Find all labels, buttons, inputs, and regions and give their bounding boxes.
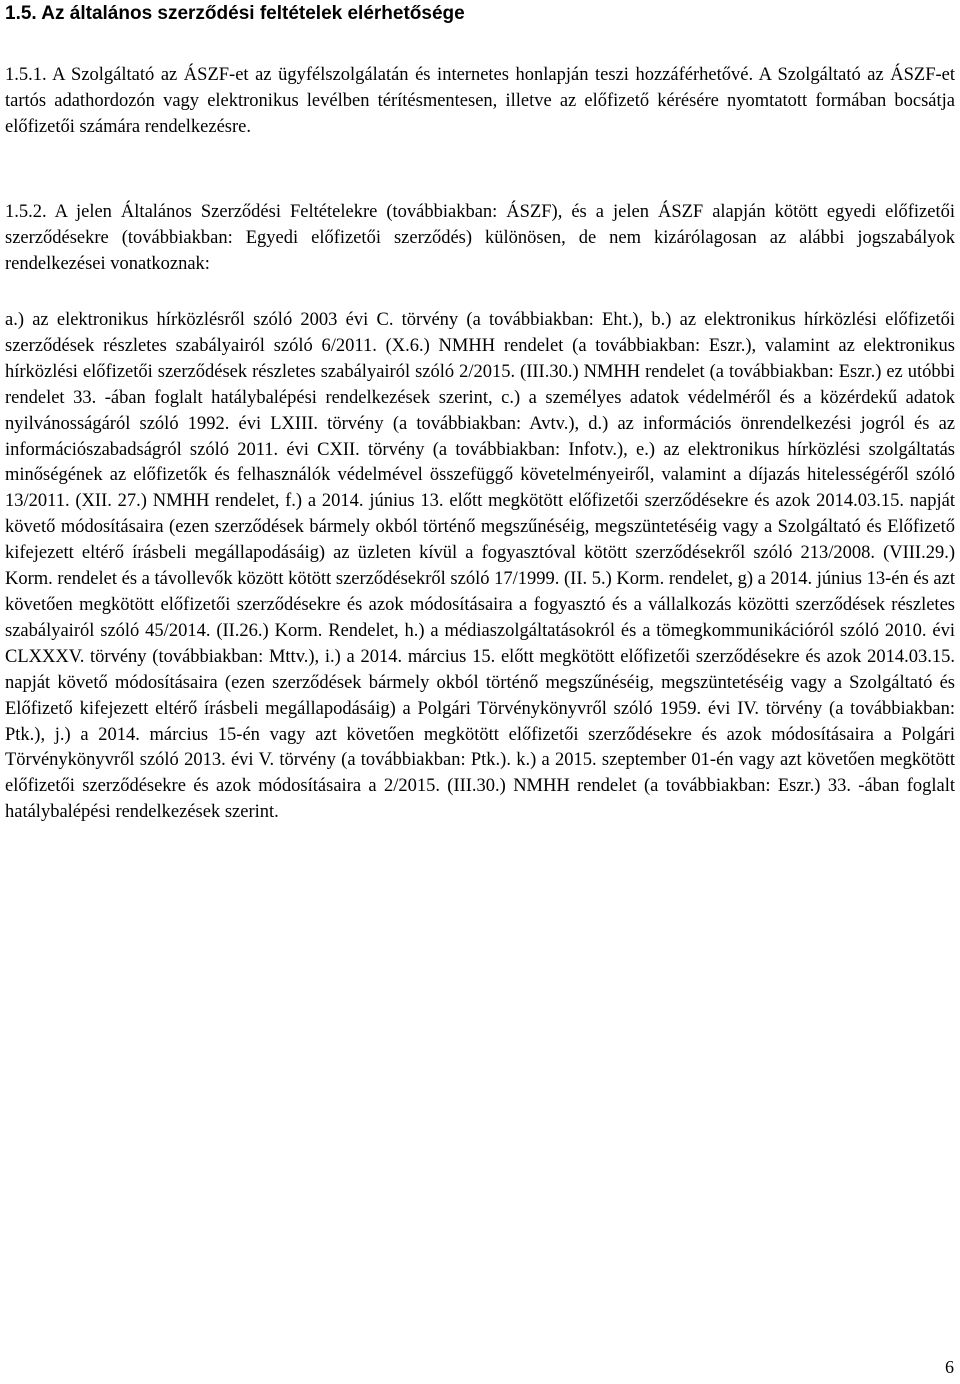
paragraph-1-5-1: 1.5.1. A Szolgáltató az ÁSZF-et az ügyfélszolgálatán és internetes honlapján teszi hozzáférhetővé. A Szolgáltató az ÁSZF-et tartós adathordozón vagy elektronikus levélben térítésmentesen, illetve az előfizető kérésére nyomtatott formában bocsátja előfizetői számára rendelkezésre. — [5, 65, 955, 137]
legislation-list: a.) az elektronikus hírközlésről szóló 2003 évi C. törvény (a továbbiakban: Eht.), b.) az elektronikus hírközlési előfizetői szerződések részletes szabályairól szóló 6/2011. (X.6.) NMHH rendelet (a továbbiakban: Eszr.), valamint az elektronikus hírközlési előfizetői szerződések részletes szabályairól szóló 2/2015. (III.30.) NMHH rendelet (a továbbiakban: Eszr.) ez utóbbi rendelet 33. -ában foglalt hatálybalépési rendelkezések szerint, c.) a személyes adatok védelméről és a közérdekű adatok nyilvánosságáról szóló 1992. évi LXIII. törvény (a továbbiakban: Avtv.), d.) az információs önrendelkezési jogról és az információszabadságról szóló 2011. évi CXII. törvény (a továbbiakban: Infotv.), e.) az elektronikus hírközlési szolgáltatás minőségének az előfizetők és felhasználók védelmével összefüggő követelményeiről, valamint a díjazás hitelességéről szóló 13/2011. (XII. 27.) NMHH rendelet, f.) a 2014. június 13. előtt megkötött előfizetői szerződésekre és azok 2014.03.15. napját követő módosításaira (ezen szerződések bármely okból történő megszűnéséig, megszüntetéséig vagy a Szolgáltató és Előfizető kifejezett eltérő írásbeli megállapodásáig) az üzleten kívül a fogyasztóval kötött szerződésekről szóló 213/2008. (VIII.29.) Korm. rendelet és a távollevők között kötött szerződésekről szóló 17/1999. (II. 5.) Korm. rendelet, g) a 2014. június 13-én és azt követően megkötött előfizetői szerződésekre és azok módosításaira a fogyasztó és a vállalkozás közötti szerződések részletes szabályairól szóló 45/2014. (II.26.) Korm. Rendelet, h.) a médiaszolgáltatásokról és a tömegkommunikációról szóló 2010. évi CLXXXV. törvény (továbbiakban: Mttv.), i.) a 2014. március 15. előtt megkötött előfizetői szerződésekre és azok 2014.03.15. napját követő módosításaira (ezen szerződések bármely okból történő megszűnéséig, megszüntetéséig vagy a Szolgáltató és Előfizető kifejezett eltérő írásbeli megállapodásáig) a Polgári Törvénykönyvről szóló 1959. évi IV. törvény (a továbbiakban: Ptk.), j.) a 2014. március 15-én vagy azt követően megkötött előfizetői szerződésekre és azok módosításaira a Polgári Törvénykönyvről szóló 2013. évi V. törvény (a továbbiakban: Ptk.). k.) a 2015. szeptember 01-én vagy azt követően megkötött előfizetői szerződésekre és azok módosításaira a 2/2015. (III.30.) NMHH rendelet (a továbbiakban: Eszr.) 33. -ában foglalt hatálybalépési rendelkezések szerint. — [5, 310, 955, 823]
paragraph-1-5-2: 1.5.2. A jelen Általános Szerződési Feltételekre (továbbiakban: ÁSZF), és a jelen ÁSZF alapján kötött egyedi előfizetői szerződésekre (továbbiakban: Egyedi előfizetői szerződés) különösen, de nem kizárólagosan az alábbi jogszabályok rendelkezései vonatkoznak: — [5, 202, 955, 274]
section-heading: 1.5. Az általános szerződési feltételek elérhetősége — [5, 3, 465, 24]
page-number: 6 — [945, 1357, 954, 1377]
